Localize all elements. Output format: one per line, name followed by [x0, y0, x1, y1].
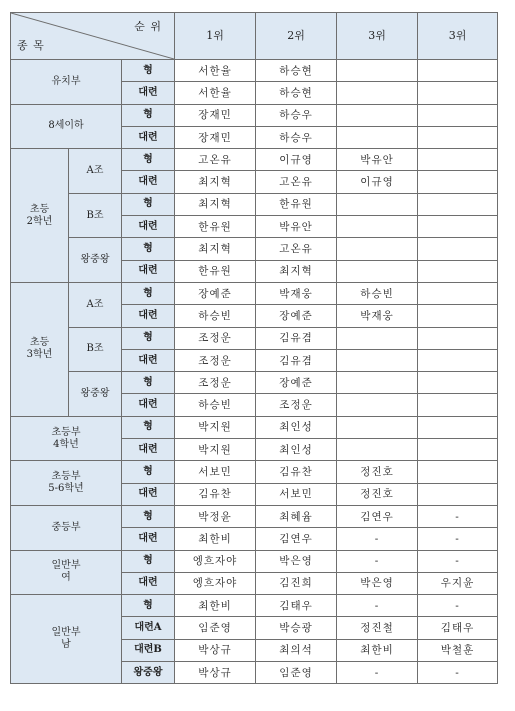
event-cell: 형	[122, 372, 175, 394]
result-cell: 조정운	[175, 327, 256, 349]
result-cell	[418, 171, 498, 193]
division-cell: 초등부 5-6학년	[11, 461, 122, 506]
corner-header-cell	[11, 13, 175, 60]
result-cell: 박상규	[175, 639, 256, 661]
event-cell: 대련	[122, 439, 175, 461]
result-cell: 장재민	[175, 104, 256, 126]
result-cell: 한유원	[175, 260, 256, 282]
result-cell	[337, 193, 418, 215]
result-cell: 최지혁	[175, 238, 256, 260]
subgroup-cell: A조	[69, 282, 122, 327]
result-cell: 고온유	[256, 171, 337, 193]
result-cell: 정진철	[337, 617, 418, 639]
result-cell: 박유안	[337, 149, 418, 171]
result-cell: 최한비	[175, 528, 256, 550]
event-cell: 형	[122, 149, 175, 171]
subgroup-cell: 왕중왕	[69, 372, 122, 417]
event-cell: 형	[122, 104, 175, 126]
result-cell: 하승빈	[337, 282, 418, 304]
result-cell: -	[418, 505, 498, 527]
result-cell: 하승현	[256, 60, 337, 82]
table-row	[11, 550, 498, 572]
result-cell: 한유원	[256, 193, 337, 215]
result-cell: 김유겸	[256, 349, 337, 371]
result-cell	[418, 483, 498, 505]
event-cell: 형	[122, 595, 175, 617]
rank-column-header: 3위	[337, 13, 418, 60]
result-cell	[337, 349, 418, 371]
result-cell	[337, 327, 418, 349]
event-cell: 대련	[122, 305, 175, 327]
result-cell	[418, 104, 498, 126]
event-cell: 대련	[122, 528, 175, 550]
result-cell	[418, 349, 498, 371]
event-cell: 형	[122, 193, 175, 215]
result-cell: -	[337, 550, 418, 572]
result-cell	[337, 416, 418, 438]
result-cell	[418, 439, 498, 461]
event-cell: 형	[122, 416, 175, 438]
result-cell: 고온유	[175, 149, 256, 171]
result-cell: -	[418, 662, 498, 684]
result-cell: 최혜윰	[256, 505, 337, 527]
table-row	[11, 60, 498, 82]
table-row	[11, 193, 498, 215]
table-row	[11, 416, 498, 438]
result-cell: 조정운	[175, 349, 256, 371]
result-cell	[418, 149, 498, 171]
result-cell	[418, 461, 498, 483]
rank-column-header: 1위	[175, 13, 256, 60]
event-cell: 대련B	[122, 639, 175, 661]
result-cell	[418, 260, 498, 282]
event-cell: 대련	[122, 394, 175, 416]
result-cell: 김유찬	[256, 461, 337, 483]
result-cell: 박은영	[337, 572, 418, 594]
result-cell: 정진호	[337, 483, 418, 505]
result-cell	[337, 238, 418, 260]
division-cell: 중등부	[11, 505, 122, 550]
result-cell: 박은영	[256, 550, 337, 572]
result-cell: 최인성	[256, 416, 337, 438]
division-cell: 8세이하	[11, 104, 122, 149]
result-cell: 김연우	[337, 505, 418, 527]
event-cell: 대련	[122, 572, 175, 594]
table-row	[11, 327, 498, 349]
result-cell: 박철훈	[418, 639, 498, 661]
result-cell	[337, 372, 418, 394]
table-row	[11, 461, 498, 483]
result-cell: 한유원	[175, 216, 256, 238]
result-cell	[337, 82, 418, 104]
result-cell: 서보민	[175, 461, 256, 483]
result-cell: 최지혁	[256, 260, 337, 282]
results-table	[10, 12, 498, 684]
event-cell: 대련	[122, 349, 175, 371]
division-cell: 유치부	[11, 60, 122, 105]
result-cell: 서한율	[175, 82, 256, 104]
result-cell	[337, 104, 418, 126]
event-cell: 대련	[122, 483, 175, 505]
subgroup-cell: 왕중왕	[69, 238, 122, 283]
result-cell: -	[337, 595, 418, 617]
result-cell	[337, 260, 418, 282]
result-cell: 하승빈	[175, 305, 256, 327]
rank-column-header: 3위	[418, 13, 498, 60]
result-cell: 하승우	[256, 104, 337, 126]
table-row	[11, 282, 498, 304]
result-cell: -	[418, 550, 498, 572]
event-cell: 대련	[122, 171, 175, 193]
result-cell	[418, 327, 498, 349]
event-cell: 형	[122, 505, 175, 527]
event-cell: 대련	[122, 260, 175, 282]
result-cell: 김연우	[256, 528, 337, 550]
result-cell: 김유겸	[256, 327, 337, 349]
subgroup-cell: B조	[69, 327, 122, 372]
event-cell: 형	[122, 60, 175, 82]
table-row	[11, 372, 498, 394]
table-row	[11, 505, 498, 527]
result-cell: 김태우	[256, 595, 337, 617]
event-cell: 대련	[122, 126, 175, 148]
division-cell: 일반부 남	[11, 595, 122, 684]
result-cell	[418, 126, 498, 148]
subgroup-cell: A조	[69, 149, 122, 194]
result-cell: -	[418, 528, 498, 550]
result-cell: 박지원	[175, 416, 256, 438]
result-cell: 최지혁	[175, 171, 256, 193]
result-cell	[418, 282, 498, 304]
table-row	[11, 104, 498, 126]
result-cell: 박유안	[256, 216, 337, 238]
result-cell	[418, 216, 498, 238]
category-label: 종 목	[17, 39, 45, 52]
result-cell	[418, 193, 498, 215]
result-cell: 박상규	[175, 662, 256, 684]
result-cell: 서보민	[256, 483, 337, 505]
result-cell: 이규영	[337, 171, 418, 193]
event-cell: 형	[122, 238, 175, 260]
division-cell: 초등 2학년	[11, 149, 69, 283]
header-row	[11, 13, 498, 60]
result-cell: -	[337, 662, 418, 684]
result-cell	[418, 305, 498, 327]
result-cell: 김태우	[418, 617, 498, 639]
rank-label: 순 위	[134, 20, 163, 33]
result-cell: 임준영	[175, 617, 256, 639]
result-cell: 장예준	[175, 282, 256, 304]
result-cell: 최인성	[256, 439, 337, 461]
result-cell	[418, 394, 498, 416]
event-cell: 대련	[122, 216, 175, 238]
division-cell: 초등부 4학년	[11, 416, 122, 461]
result-cell: 최지혁	[175, 193, 256, 215]
result-cell: 하승현	[256, 82, 337, 104]
result-cell: 이규영	[256, 149, 337, 171]
result-cell: 하승빈	[175, 394, 256, 416]
result-cell	[418, 416, 498, 438]
result-cell: 박재웅	[337, 305, 418, 327]
result-cell	[337, 216, 418, 238]
table-row	[11, 595, 498, 617]
result-cell: 정진호	[337, 461, 418, 483]
result-cell: 엥흐자야	[175, 550, 256, 572]
result-cell: 서한율	[175, 60, 256, 82]
event-cell: 형	[122, 282, 175, 304]
result-cell: 고온유	[256, 238, 337, 260]
result-cell: 박정윤	[175, 505, 256, 527]
result-cell	[418, 82, 498, 104]
result-cell: 장재민	[175, 126, 256, 148]
subgroup-cell: B조	[69, 193, 122, 238]
result-cell: 조정운	[256, 394, 337, 416]
result-cell: 박재웅	[256, 282, 337, 304]
table-row	[11, 238, 498, 260]
result-cell	[337, 439, 418, 461]
event-cell: 대련A	[122, 617, 175, 639]
result-cell: 최한비	[337, 639, 418, 661]
result-cell	[418, 372, 498, 394]
result-cell: 박지원	[175, 439, 256, 461]
result-cell: 김진희	[256, 572, 337, 594]
result-cell	[337, 126, 418, 148]
result-cell: 김유찬	[175, 483, 256, 505]
result-cell: 조정운	[175, 372, 256, 394]
table-row	[11, 149, 498, 171]
result-cell: 최의석	[256, 639, 337, 661]
event-cell: 형	[122, 327, 175, 349]
result-cell: 장예준	[256, 305, 337, 327]
result-cell: -	[337, 528, 418, 550]
event-cell: 왕중왕	[122, 662, 175, 684]
result-cell	[418, 60, 498, 82]
result-cell: 엥흐자야	[175, 572, 256, 594]
result-cell	[337, 394, 418, 416]
result-cell	[418, 238, 498, 260]
result-cell: 임준영	[256, 662, 337, 684]
result-cell: 박승광	[256, 617, 337, 639]
event-cell: 대련	[122, 82, 175, 104]
result-cell: 하승우	[256, 126, 337, 148]
results-table-body	[11, 13, 498, 684]
result-cell: -	[418, 595, 498, 617]
event-cell: 형	[122, 461, 175, 483]
result-cell: 최한비	[175, 595, 256, 617]
rank-column-header: 2위	[256, 13, 337, 60]
result-cell	[337, 60, 418, 82]
event-cell: 형	[122, 550, 175, 572]
division-cell: 초등 3학년	[11, 282, 69, 416]
result-cell: 장예준	[256, 372, 337, 394]
division-cell: 일반부 여	[11, 550, 122, 595]
result-cell: 우지윤	[418, 572, 498, 594]
